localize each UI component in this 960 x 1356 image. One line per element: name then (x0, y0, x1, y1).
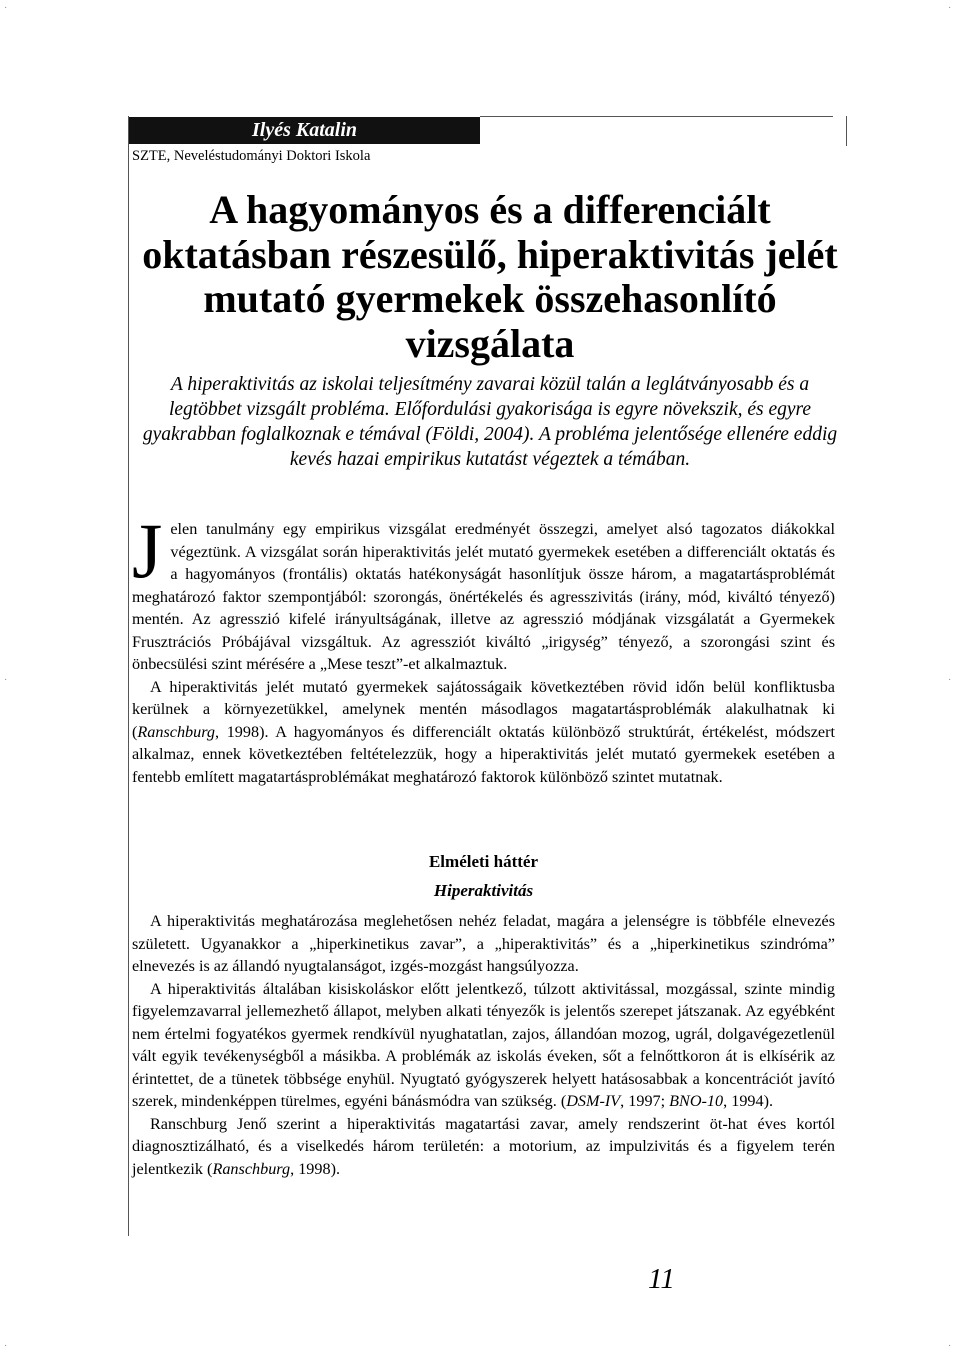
author-affiliation: SZTE, Neveléstudományi Doktori Iskola (132, 148, 371, 164)
intro-paragraph-2-text-b: , 1998). A hagyományos és differenciált oktatás különböző struktúrát, értékelést, módszert alkalmaz, ennek következtében feltételezzük, hogy a hiperaktivitás jelét mutató gyermekek esetében a fentebb említett magatartásproblémákat meghatározó faktorok különböző szintet mutatnak. (132, 722, 835, 786)
crop-mark-mid-right: · (948, 674, 952, 685)
subsection-title: Hiperaktivitás (433, 880, 534, 900)
crop-mark-bottom-right: · (948, 1340, 952, 1351)
crop-mark-top-left: · (4, 2, 8, 13)
right-margin-rule (846, 116, 847, 146)
citation-dsm: DSM-IV (566, 1092, 621, 1110)
theory-paragraph-3 (132, 1113, 835, 1181)
citation-bno: BNO-10 (669, 1092, 724, 1110)
author-name: Ilyés Katalin (129, 117, 480, 144)
intro-section (132, 507, 835, 788)
citation-ranschburg-2: Ranschburg (212, 1159, 291, 1178)
theory-paragraph-2-mid: , 1997; (620, 1092, 670, 1110)
intro-paragraph-1-text: elen tanulmány egy empirikus vizsgálat eredményét összegzi, amelyet alsó tagozatos diákokkal végeztünk. A vizsgálat során hiperaktivitás jelét mutató gyermekek esetében a differenciált oktatás és a hagyományos (frontális) oktatás hatékonyságát hasonlítjuk össze három, a magatartásproblémát meghatározó faktor szempontjából: szorongás, önértékelés és agresszivitás (irány, mód, kiváltó tényező) mentén. Az agresszió kifelé irányultságának, illetve az agresszió módjának vizsgálatát a Gyermekek Frusztrációs Próbájával vizsgáltuk. Az agressziót kiváltó „irigység” tényező, a szorongási szint és önbecsülési szint mérésére a „Mese teszt”-et alkalmaztuk. (132, 520, 835, 673)
theory-paragraph-1: A hiperaktivitás meghatározása meglehetősen nehéz feladat, magára a jelenségre is többféle elnevezés született. Ugyanakkor a „hiperkinetikus zavar”, a „hiperaktivitás” és a „hiperkinetikus szindróma” elnevezés is az állandó nyugtalanságot, izgés-mozgást hangsúlyozza. (132, 912, 835, 975)
article-abstract: A hiperaktivitás az iskolai teljesítmény zavarai közül talán a leglátványosabb és a legtöbbet vizsgált probléma. Előfordulási gyakorisága is egyre növekszik, és egyre gyakrabban foglalkoznak e témával (Földi, 2004). A probléma jelentősége ellenére eddig kevés hazai empirikus kutatást végeztek a témában. (142, 374, 838, 470)
theory-section (132, 851, 835, 1180)
crop-mark-bottom-left: · (4, 1340, 8, 1351)
theory-paragraph-2-end: , 1994). (723, 1092, 774, 1110)
crop-mark-mid-left: · (4, 674, 8, 685)
intro-paragraph-2 (132, 676, 835, 789)
header-rule (480, 116, 833, 117)
left-margin-rule (128, 116, 129, 1236)
page-number: 11 (648, 1263, 675, 1295)
section-title: Elméleti háttér (428, 852, 539, 871)
theory-paragraph-2 (132, 978, 835, 1113)
crop-mark-top-right: · (948, 2, 952, 13)
theory-paragraph-3-text-b: , 1998). (290, 1159, 340, 1178)
intro-paragraph-1 (132, 507, 835, 676)
intro-paragraph-2-text-a: A hiperaktivitás jelét mutató gyermekek sajátosságaik következtében rövid időn belül konfliktusba kerülnek a környezetükkel, amelynek mentén másodlagos magatartásproblémák alakulhatnak ki ( (132, 677, 835, 741)
citation-ranschburg: Ranschburg (137, 722, 216, 741)
theory-paragraph-2-text: A hiperaktivitás általában kisiskoláskor előtt jelentkező, túlzott aktivitással, mozgással, szinte mindig figyelemzavarral jellemezhető állapot, melyben alkati tényezők is jelentős szerepet játszanak. Az egyébként nem értelmi fogyatékos gyermek rendkívül nyughatatlan, zajos, állandóan mozog, ugrál, dolgavégezetlenül vált egyik tevékenységből a másikba. A problémák az iskolás éveken, sőt a felnőttkoron át is elkísérik az érintettet, de a tünetek többsége enyhül. Nyugtató gyógyszerek helyett hatásosabbak a koncentrációt javító szerek, mindenképpen türelmes, egyéni bánásmódra van szükség. ( (132, 979, 835, 1110)
theory-paragraph-3-text-a: Ranschburg Jenő szerint a hiperaktivitás magatartási zavar, amely rendszerint öt-hat éves kortól diagnosztizálható, és a viselkedés három területén: a motorium, az impulzivitás és a figyelem terén jelentkezik ( (132, 1114, 835, 1178)
article-title: A hagyományos és a differenciált oktatásban részesülő, hiperaktivitás jelét mutató gyermekek összehasonlító vizsgálata (142, 187, 838, 366)
drop-cap: J (132, 507, 163, 594)
